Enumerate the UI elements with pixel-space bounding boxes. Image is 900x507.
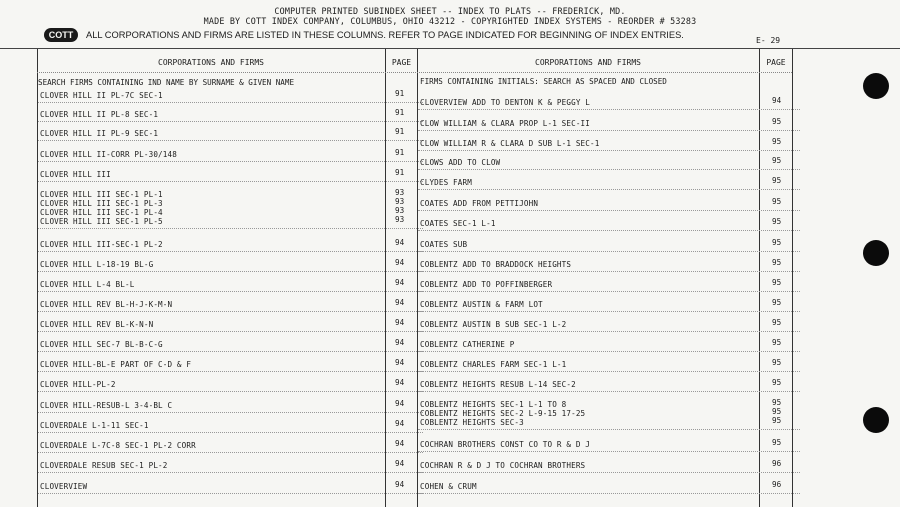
top-rule	[0, 48, 900, 49]
left-column-heading: CORPORATIONS AND FIRMS	[158, 58, 264, 67]
heading-rule	[37, 72, 792, 73]
right-entry-rule	[418, 291, 800, 292]
right-entry-page: 95	[772, 416, 782, 425]
left-entry-name: CLOVER HILL-RESUB-L 3-4-BL C	[40, 401, 173, 410]
right-entry-rule	[418, 472, 800, 473]
sheet-id: E- 29	[756, 36, 781, 45]
left-entry-rule	[38, 161, 423, 162]
right-entry-rule	[418, 150, 800, 151]
left-entry-rule	[38, 432, 423, 433]
left-entry-name: CLOVER HILL REV BL-K-N-N	[40, 320, 154, 329]
left-entry-name: CLOVER HILL III SEC-1 PL-5	[40, 217, 163, 226]
left-entry-page: 93	[395, 197, 405, 206]
left-entry-name: CLOVERVIEW	[40, 482, 88, 491]
right-entry-name: COATES SUB	[420, 240, 468, 249]
right-entry-page: 95	[772, 156, 782, 165]
right-entry-name: CLYDES FARM	[420, 178, 472, 187]
right-entry-name: COCHRAN BROTHERS CONST CO TO R & D J	[420, 440, 590, 449]
left-entry-page: 94	[395, 338, 405, 347]
right-entry-rule	[418, 189, 800, 190]
right-entry-page: 95	[772, 217, 782, 226]
left-margin-line	[37, 49, 38, 507]
right-entry-rule	[418, 251, 800, 252]
right-entry-rule	[418, 331, 800, 332]
right-entry-name: COBLENTZ CATHERINE P	[420, 340, 515, 349]
right-entry-rule	[418, 351, 800, 352]
left-instruction: SEARCH FIRMS CONTAINING IND NAME BY SURNAME & GIVEN NAME	[38, 78, 295, 87]
left-entry-page: 94	[395, 238, 405, 247]
right-entry-name: COBLENTZ AUSTIN B SUB SEC-1 L-2	[420, 320, 567, 329]
left-entry-page: 91	[395, 127, 405, 136]
left-entry-page: 93	[395, 206, 405, 215]
left-entry-page: 94	[395, 278, 405, 287]
right-entry-rule	[418, 371, 800, 372]
right-entry-page: 96	[772, 480, 782, 489]
left-entry-rule	[38, 311, 423, 312]
left-entry-rule	[38, 140, 423, 141]
right-entry-name: CLOWS ADD TO CLOW	[420, 158, 501, 167]
left-entry-page: 94	[395, 439, 405, 448]
left-entry-rule	[38, 391, 423, 392]
right-entry-rule	[418, 451, 800, 452]
right-entry-rule	[418, 230, 800, 231]
left-entry-page: 94	[395, 318, 405, 327]
right-entry-page: 95	[772, 338, 782, 347]
left-entry-page: 91	[395, 108, 405, 117]
left-entry-page: 93	[395, 215, 405, 224]
left-page-divider	[385, 49, 386, 507]
right-entry-name: COBLENTZ ADD TO BRADDOCK HEIGHTS	[420, 260, 572, 269]
right-entry-name: COATES SEC-1 L-1	[420, 219, 496, 228]
left-entry-rule	[38, 371, 423, 372]
right-entry-name: CLOW WILLIAM R & CLARA D SUB L-1 SEC-1	[420, 139, 600, 148]
right-entry-name: COBLENTZ CHARLES FARM SEC-1 L-1	[420, 360, 567, 369]
left-entry-page: 94	[395, 419, 405, 428]
right-entry-rule	[418, 493, 800, 494]
publisher-line: MADE BY COTT INDEX COMPANY, COLUMBUS, OHIO 43212 - COPYRIGHTED INDEX SYSTEMS - REORDER # 53283	[203, 16, 697, 26]
left-entry-rule	[38, 472, 423, 473]
left-entry-name: CLOVERDALE L-7C-8 SEC-1 PL-2 CORR	[40, 441, 196, 450]
notice-row	[44, 28, 684, 42]
right-entry-page: 96	[772, 459, 782, 468]
right-entry-rule	[418, 210, 800, 211]
left-entry-page: 94	[395, 378, 405, 387]
right-entry-name: CLOVERVIEW ADD TO DENTON K & PEGGY L	[420, 98, 590, 107]
left-entry-page: 94	[395, 258, 405, 267]
right-entry-page: 95	[772, 407, 782, 416]
left-entry-name: CLOVER HILL II-CORR PL-30/148	[40, 150, 177, 159]
left-entry-name: CLOVER HILL L-18-19 BL-G	[40, 260, 154, 269]
right-entry-name: COBLENTZ HEIGHTS SEC-1 L-1 TO 8	[420, 400, 567, 409]
right-entry-rule	[418, 130, 800, 131]
left-entry-rule	[38, 251, 423, 252]
left-entry-name: CLOVER HILL-PL-2	[40, 380, 116, 389]
right-entry-rule	[418, 109, 800, 110]
right-entry-name: COBLENTZ HEIGHTS RESUB L-14 SEC-2	[420, 380, 576, 389]
right-entry-rule	[418, 391, 800, 392]
binder-hole-top	[863, 73, 889, 99]
right-margin-line	[792, 49, 793, 507]
left-entry-name: CLOVER HILL II PL-9 SEC-1	[40, 129, 159, 138]
right-entry-page: 95	[772, 117, 782, 126]
binder-hole-bottom	[863, 407, 889, 433]
right-instruction: FIRMS CONTAINING INITIALS: SEARCH AS SPACED AND CLOSED	[420, 77, 667, 86]
left-entry-rule	[38, 412, 423, 413]
right-entry-rule	[418, 311, 800, 312]
left-entry-page: 94	[395, 480, 405, 489]
left-entry-name: CLOVERDALE L-1-11 SEC-1	[40, 421, 149, 430]
left-entry-name: CLOVER HILL REV BL-H-J-K-M-N	[40, 300, 173, 309]
right-entry-name: COATES ADD FROM PETTIJOHN	[420, 199, 539, 208]
right-entry-page: 95	[772, 378, 782, 387]
left-entry-page: 91	[395, 89, 405, 98]
right-entry-page: 95	[772, 137, 782, 146]
right-entry-name: COBLENTZ AUSTIN & FARM LOT	[420, 300, 543, 309]
left-entry-rule	[38, 331, 423, 332]
right-entry-name: COBLENTZ ADD TO POFFINBERGER	[420, 280, 553, 289]
right-entry-page: 95	[772, 197, 782, 206]
right-entry-name: COCHRAN R & D J TO COCHRAN BROTHERS	[420, 461, 586, 470]
right-entry-rule	[418, 271, 800, 272]
left-entry-rule	[38, 181, 423, 182]
right-entry-page: 95	[772, 298, 782, 307]
left-entry-name: CLOVER HILL SEC-7 BL-B-C-G	[40, 340, 163, 349]
left-entry-rule	[38, 493, 423, 494]
binder-hole-middle	[863, 240, 889, 266]
right-page-divider	[759, 49, 760, 507]
left-entry-page: 91	[395, 168, 405, 177]
notice-text: ALL CORPORATIONS AND FIRMS ARE LISTED IN THESE COLUMNS. REFER TO PAGE INDICATED FOR BEGINNING OF INDEX ENTRIES.	[86, 30, 684, 40]
left-page-heading: PAGE	[391, 58, 412, 67]
left-entry-page: 94	[395, 459, 405, 468]
left-entry-name: CLOVER HILL-BL-E PART OF C-D & F	[40, 360, 192, 369]
right-entry-name: CLOW WILLIAM & CLARA PROP L-1 SEC-II	[420, 119, 590, 128]
right-entry-page: 95	[772, 398, 782, 407]
right-entry-page: 95	[772, 278, 782, 287]
left-entry-name: CLOVER HILL III-SEC-1 PL-2	[40, 240, 163, 249]
left-entry-page: 93	[395, 188, 405, 197]
left-entry-page: 91	[395, 148, 405, 157]
center-divider	[417, 49, 418, 507]
right-entry-rule	[418, 169, 800, 170]
right-entry-name: COHEN & CRUM	[420, 482, 477, 491]
left-entry-rule	[38, 102, 423, 103]
left-entry-page: 94	[395, 298, 405, 307]
right-entry-page: 95	[772, 358, 782, 367]
right-column-heading: CORPORATIONS AND FIRMS	[535, 58, 641, 67]
right-entry-name: COBLENTZ HEIGHTS SEC-3	[420, 418, 524, 427]
left-entry-page: 94	[395, 399, 405, 408]
left-entry-name: CLOVER HILL II PL-8 SEC-1	[40, 110, 159, 119]
right-entry-rule	[418, 429, 800, 430]
left-entry-rule	[38, 228, 423, 229]
left-entry-name: CLOVER HILL III SEC-1 PL-3	[40, 199, 163, 208]
right-entry-page: 94	[772, 96, 782, 105]
cott-logo: COTT	[44, 28, 78, 42]
right-entry-page: 95	[772, 438, 782, 447]
left-entry-name: CLOVERDALE RESUB SEC-1 PL-2	[40, 461, 168, 470]
left-entry-rule	[38, 351, 423, 352]
left-entry-rule	[38, 121, 423, 122]
left-entry-name: CLOVER HILL III SEC-1 PL-1	[40, 190, 163, 199]
right-entry-page: 95	[772, 318, 782, 327]
left-entry-rule	[38, 271, 423, 272]
left-entry-name: CLOVER HILL III SEC-1 PL-4	[40, 208, 163, 217]
right-entry-page: 95	[772, 238, 782, 247]
left-entry-name: CLOVER HILL III	[40, 170, 111, 179]
left-entry-rule	[38, 452, 423, 453]
right-entry-page: 95	[772, 258, 782, 267]
right-entry-name: COBLENTZ HEIGHTS SEC-2 L-9-15 17-25	[420, 409, 586, 418]
left-entry-page: 94	[395, 358, 405, 367]
left-entry-name: CLOVER HILL II PL-7C SEC-1	[40, 91, 163, 100]
left-entry-name: CLOVER HILL L-4 BL-L	[40, 280, 135, 289]
right-page-heading: PAGE	[766, 58, 786, 67]
left-entry-rule	[38, 291, 423, 292]
sheet-title: COMPUTER PRINTED SUBINDEX SHEET -- INDEX TO PLATS -- FREDERICK, MD.	[274, 6, 626, 16]
right-entry-page: 95	[772, 176, 782, 185]
